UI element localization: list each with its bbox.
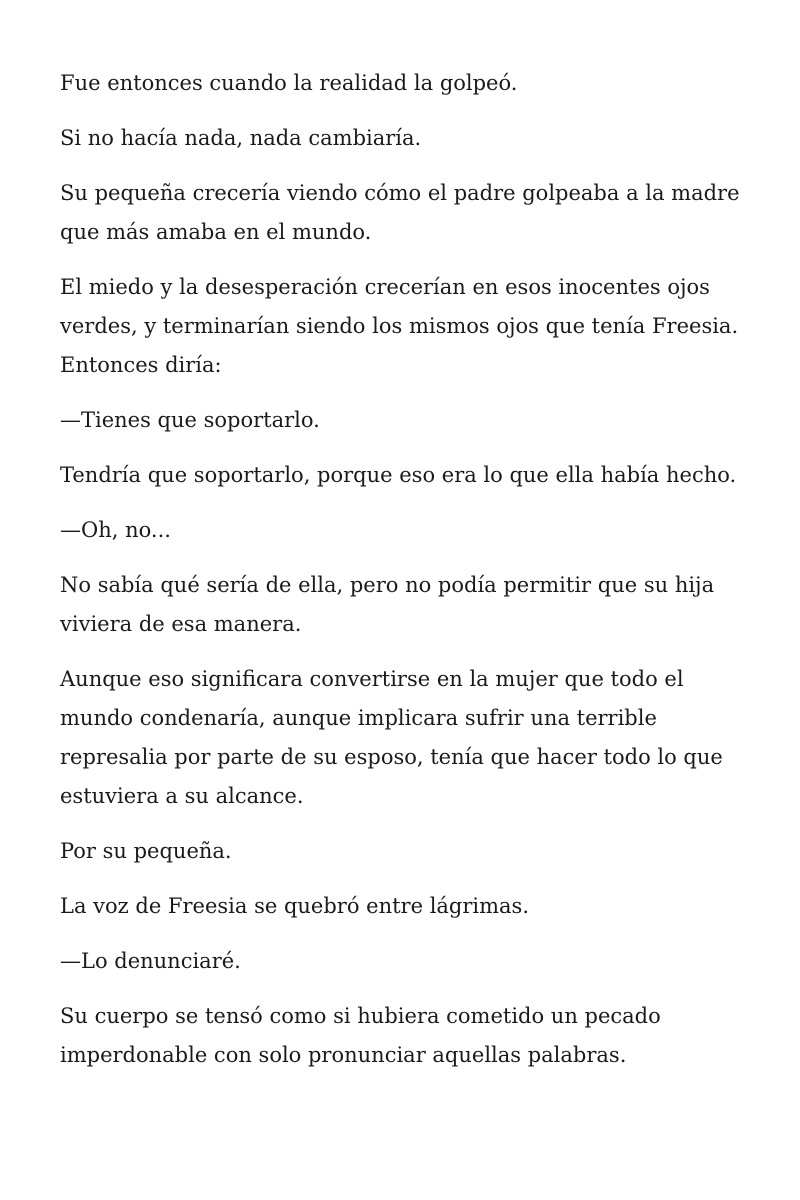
paragraph: Su pequeña crecería viendo cómo el padre golpeaba a la madre que más amaba en el mundo. [60, 181, 740, 244]
paragraph: No sabía qué sería de ella, pero no podía permitir que su hija viviera de esa manera. [60, 573, 715, 636]
paragraph: Fue entonces cuando la realidad la golpeó. [60, 71, 518, 95]
dialogue-line: —Oh, no... [60, 518, 171, 542]
dialogue-line: —Tienes que soportarlo. [60, 408, 320, 432]
paragraph: Tendría que soportarlo, porque eso era lo que ella había hecho. [60, 463, 737, 487]
paragraph: La voz de Freesia se quebró entre lágrimas. [60, 894, 530, 918]
paragraph: El miedo y la desesperación crecerían en esos inocentes ojos verdes, y terminarían siendo los mismos ojos que tenía Freesia. Entonces diría: [60, 275, 739, 377]
document-page [60, 64, 740, 1091]
paragraph: Por su pequeña. [60, 839, 232, 863]
dialogue-line: —Lo denunciaré. [60, 949, 241, 973]
paragraph: Si no hacía nada, nada cambiaría. [60, 126, 422, 150]
paragraph: Su cuerpo se tensó como si hubiera cometido un pecado imperdonable con solo pronunciar aquellas palabras. [60, 1004, 661, 1067]
paragraph: Aunque eso significara convertirse en la mujer que todo el mundo condenaría, aunque implicara sufrir una terrible represalia por parte de su esposo, tenía que hacer todo lo que estuviera a su alcance. [60, 667, 723, 808]
